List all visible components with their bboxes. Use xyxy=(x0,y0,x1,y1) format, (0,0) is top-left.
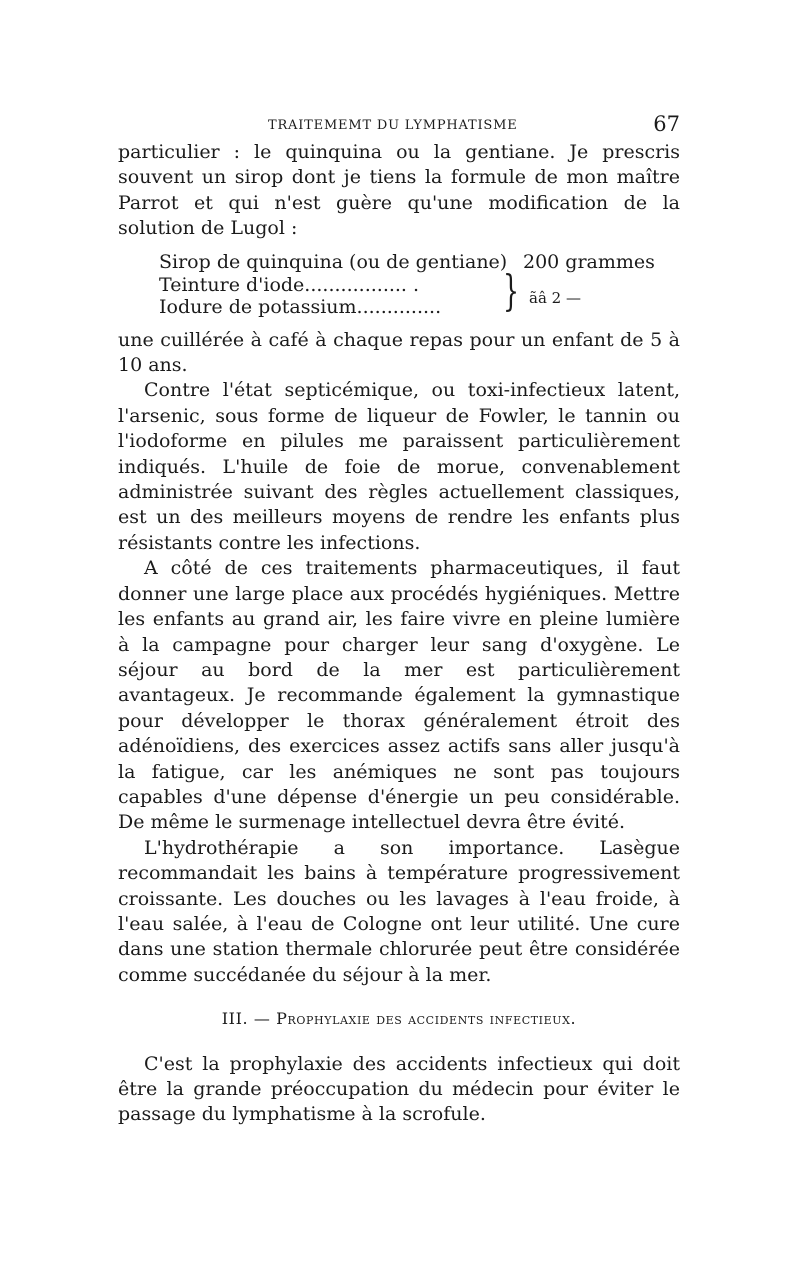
formula-ingredient-syrup: Sirop de quinquina (ou de gentiane) xyxy=(159,250,508,273)
paragraph-septicemic: Contre l'état septicémique, ou toxi-infectieux latent, l'arsenic, sous forme de liqueur de Fowler, le tannin ou l'iodoforme en pilules me paraissent particulièrement indiqués. L'huile de foie de morue, convenablement administrée suivant des règles actuellement classiques, est un des meilleurs moyens de rendre les enfants plus résistants contre les infections. xyxy=(118,379,680,554)
paragraph-dosage: une cuillérée à café à chaque repas pour un enfant de 5 à 10 ans. xyxy=(118,328,680,377)
page-number: 67 xyxy=(653,112,680,136)
section-heading: III. — Prophylaxie des accidents infectieux. xyxy=(221,1009,577,1029)
prescription-formula xyxy=(159,250,680,318)
paragraph-prophylaxis: C'est la prophylaxie des accidents infectieux qui doit être la grande préoccupation du médecin pour éviter le passage du lymphatisme à la scrofule. xyxy=(118,1052,680,1126)
paragraph-hydrotherapy: L'hydrothérapie a son importance. Lasègue recommandait les bains à température progressivement croissante. Les douches ou les lavages à l'eau froide, à l'eau salée, à l'eau de Cologne ont leur utilité. Une cure dans une station thermale chlorurée peut être considérée comme succédanée du séjour à la mer. xyxy=(118,836,680,986)
formula-ingredient-potassium-iodide: Iodure de potassium.............. xyxy=(159,295,442,318)
paragraph-hygiene: A côté de ces traitements pharmaceutiques, il faut donner une large place aux procédés hygiéniques. Mettre les enfants au grand air, les faire vivre en pleine lumière à la campagne pour charger leur sang d'oxygène. Le séjour au bord de la mer est particulièrement avantageux. Je recommande également la gymnastique pour développer le thorax généralement étroit des adénoïdiens, des exercices assez actifs sans aller jusqu'à la fatigue, car les anémiques ne sont pas toujours capables d'une dépense d'énergie un peu considérable. De même le surmenage intellectuel devra être évité. xyxy=(118,557,680,834)
body-text xyxy=(118,140,680,1128)
formula-ingredient-iodine: Teinture d'iode................. . xyxy=(159,273,420,296)
brace-icon: } xyxy=(503,265,520,315)
running-header xyxy=(118,112,680,136)
book-page xyxy=(118,112,680,1128)
formula-quantity-syrup: 200 grammes xyxy=(523,250,655,273)
paragraph-continuation: particulier : le quinquina ou la gentiane. Je prescris souvent un sirop dont je tiens la formule de mon maître Parrot et qui n'est guère qu'une modification de la solution de Lugol : xyxy=(118,141,680,240)
running-title: TRAITEMEMT DU LYMPHATISME xyxy=(268,118,518,133)
formula-shared-quantity: ãâ 2 — xyxy=(529,288,581,307)
